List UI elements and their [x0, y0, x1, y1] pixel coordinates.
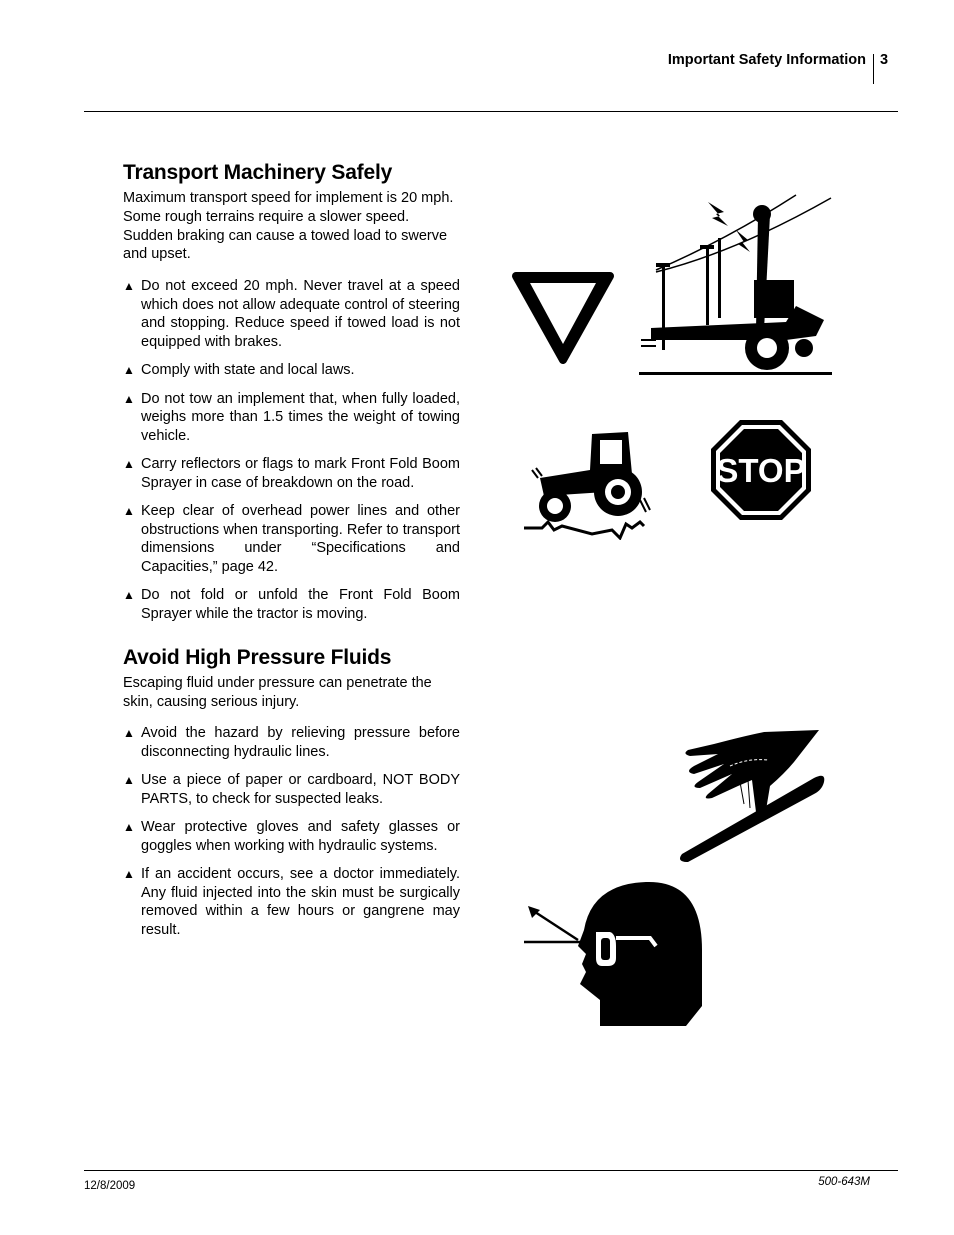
list-item: ▲ Use a piece of paper or cardboard, NOT BODY PARTS, to check for suspected leaks.: [123, 772, 460, 807]
safety-glasses-head-icon: [522, 880, 706, 1028]
stop-sign-icon: [709, 418, 813, 522]
bullet-triangle-icon: ▲: [123, 726, 135, 741]
section-intro: Escaping fluid under pressure can penetrate the skin, causing serious injury.: [123, 674, 432, 710]
section-high-pressure: [123, 645, 460, 940]
list-item: ▲ If an accident occurs, see a doctor immediately. Any fluid injected into the skin must be surgically removed within a few hours or gangrene may result.: [123, 866, 460, 939]
footer-date: 12/8/2009: [84, 1180, 136, 1192]
bullet-triangle-icon: ▲: [123, 588, 135, 603]
section-title: Transport Machinery Safely: [123, 161, 393, 184]
bullet-triangle-icon: ▲: [123, 867, 135, 882]
tractor-rough-terrain-icon: [522, 430, 652, 540]
bullet-triangle-icon: ▲: [123, 820, 135, 835]
bullet-triangle-icon: ▲: [123, 363, 135, 378]
bullet-triangle-icon: ▲: [123, 457, 135, 472]
footer-doc-number: 500-643M: [818, 1176, 870, 1188]
section-transport: [123, 160, 460, 624]
list-item: ▲ Comply with state and local laws.: [123, 362, 355, 379]
bullet-list: [123, 277, 460, 624]
text-column: [123, 160, 460, 949]
header-divider: [873, 54, 874, 84]
bullet-triangle-icon: ▲: [123, 773, 135, 788]
list-item: ▲ Do not exceed 20 mph. Never travel at a speed which does not allow adequate control of steering and stopping. Reduce speed if towed load is not equipped with brakes.: [123, 278, 460, 351]
hand-hydraulic-leak-icon: [674, 722, 834, 862]
list-item: ▲ Wear protective gloves and safety glasses or goggles when working with hydraulic systems.: [123, 819, 460, 854]
list-item: ▲ Do not tow an implement that, when fully loaded, weighs more than 1.5 times the weight of towing vehicle.: [123, 390, 460, 444]
list-item: ▲ Carry reflectors or flags to mark Front Fold Boom Sprayer in case of breakdown on the road.: [123, 456, 460, 491]
power-line-implement-icon: [636, 190, 834, 380]
header-section-title: Important Safety Information: [667, 52, 866, 68]
bullet-triangle-icon: ▲: [123, 279, 135, 293]
list-item: ▲ Keep clear of overhead power lines and other obstructions when transporting. Refer to transport dimensions under “Specifications and Capacities,” page 42.: [123, 503, 460, 576]
section-intro: Maximum transport speed for implement is 20 mph. Some rough terrains require a slower speed. Sudden braking can cause a towed load to swerve and upset.: [123, 190, 454, 263]
yield-sign-icon: [510, 270, 616, 366]
footer-rule: [84, 1170, 898, 1171]
bullet-triangle-icon: ▲: [123, 504, 135, 519]
stop-sign-text: STOP: [716, 452, 806, 489]
list-item: ▲ Avoid the hazard by relieving pressure before disconnecting hydraulic lines.: [123, 725, 460, 761]
bullet-triangle-icon: ▲: [123, 391, 135, 406]
page-number: 3: [880, 52, 889, 68]
list-item: ▲ Do not fold or unfold the Front Fold Boom Sprayer while the tractor is moving.: [123, 587, 460, 623]
header-rule: [84, 111, 898, 112]
section-title: Avoid High Pressure Fluids: [123, 645, 392, 669]
bullet-list: [123, 724, 460, 940]
